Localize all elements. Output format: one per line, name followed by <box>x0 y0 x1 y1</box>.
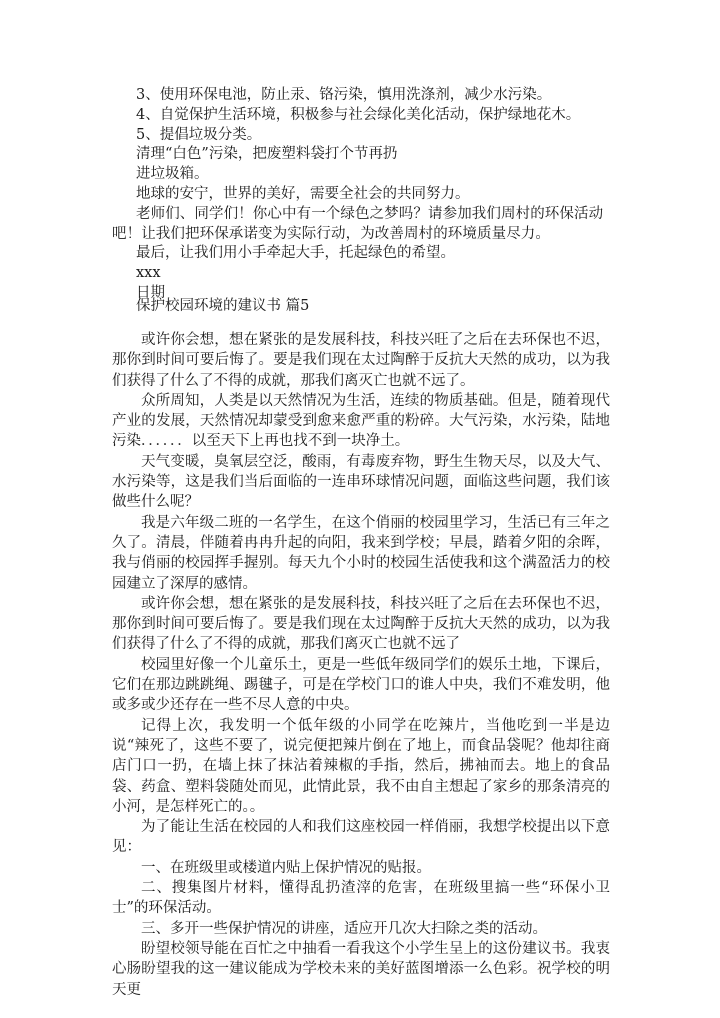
paragraph: 我是六年级二班的一名学生，在这个俏丽的校园里学习，生活已有三年之久了。清晨，伴随着冉冉升起的向阳，我来到学校；早晨，踏着夕阳的余晖，我与俏丽的校园挥手握别。每天九个小时的校园生活使我和这个满盈活力的校园建立了深厚的感情。 <box>112 514 610 592</box>
invite-paragraph: 老师们、同学们！你心中有一个绿色之梦吗？请参加我们周村的环保活动吧！让我们把环保承诺变为实际行动，为改善周村的环境质量尽力。 <box>112 205 604 242</box>
list-item: 3、使用环保电池，防止汞、铬污染，慎用洗涤剂，减少水污染。 <box>136 87 552 103</box>
closing-line: 最后，让我们用小手牵起大手，托起绿色的希望。 <box>136 245 455 262</box>
signature: xxx <box>136 265 161 282</box>
previous-letter-ending <box>112 86 612 304</box>
paragraph: 盼望校领导能在百忙之中抽看一看我这个小学生呈上的这份建议书。我衷心肠盼望我的这一建议能成为学校未来的美好蓝图增添一么色彩。祝学校的明天更 <box>112 940 610 998</box>
paragraph: 校园里好像一个儿童乐土，更是一些低年级同学们的娱乐土地，下课后，它们在那边跳跳绳、踢毽子，可是在学校门口的谁人中央，我们不难发明，他或多或少还存在一些不尽人意的中央。 <box>112 656 610 714</box>
proposal-body <box>112 330 610 1000</box>
paragraph: 众所周知，人类是以天然情况为生活，连续的物质基础。但是，随着现代产业的发展，天然情况却蒙受到愈来愈严重的粉碎。大气污染，水污染，陆地污染．．．．．．以至天下上再也找不到一块净土。 <box>112 392 610 450</box>
paragraph: 记得上次，我发明一个低年级的小同学在吃辣片，当他吃到一半是边说“辣死了，这些不要了，说完便把辣片倒在了地上，而食品袋呢？他却往商店门口一扔，在墙上抹了抹沾着辣椒的手指，然后，拂袖而去。地上的食品袋、药盒、塑料袋随处而见，此情此景，我不由自主想起了家乡的那条清亮的小河，是怎样死亡的。。 <box>112 717 610 815</box>
list-item: 4、自觉保护生活环境，积极参与社会绿化美化活动，保护绿地花木。 <box>136 106 581 123</box>
suggestion-item: 一、在班级里或楼道内贴上保护情况的贴报。 <box>141 859 431 876</box>
paragraph: 为了能让生活在校园的人和我们这座校园一样俏丽，我想学校提出以下意见： <box>112 819 610 856</box>
section-title: 保护校园环境的建议书 篇5 <box>136 298 310 314</box>
paragraph: 或许你会想，想在紧张的是发展科技，科技兴旺了之后在去环保也不迟，那你到时间可要后悔了。要是我们现在太过陶醉于反抗大天然的成功，以为我们获得了什么了不得的成就，那我们离灭亡也就不远了 <box>112 595 610 653</box>
paragraph: 天气变暖，臭氧层空泛，酸雨，有毒废弃物，野生生物天尽，以及大气、水污染等，这是我们当后面临的一连串环球情况问题，面临这些问题，我们该做些什么呢？ <box>112 453 610 511</box>
text-line: 进垃圾箱。 <box>136 166 209 183</box>
paragraph: 或许你会想，想在紧张的是发展科技，科技兴旺了之后在去环保也不迟，那你到时间可要后悔了。要是我们现在太过陶醉于反抗大天然的成功，以为我们获得了什么了不得的成就，那我们离灭亡也就不远了。 <box>112 332 610 389</box>
text-line: 清理“白色”污染，把废塑料袋打个节再扔 <box>136 146 398 163</box>
date-line: 日期 <box>136 284 165 301</box>
suggestion-item: 三、多开一些保护情况的讲座，适应开几次大扫除之类的活动。 <box>141 920 547 937</box>
text-line: 地球的安宁，世界的美好，需要全社会的共同努力。 <box>136 185 470 202</box>
suggestion-item: 二、搜集图片材料，懂得乱扔渣滓的危害，在班级里搞一些“环保小卫士”的环保活动。 <box>112 880 610 917</box>
list-item: 5、提倡垃圾分类。 <box>136 126 262 143</box>
